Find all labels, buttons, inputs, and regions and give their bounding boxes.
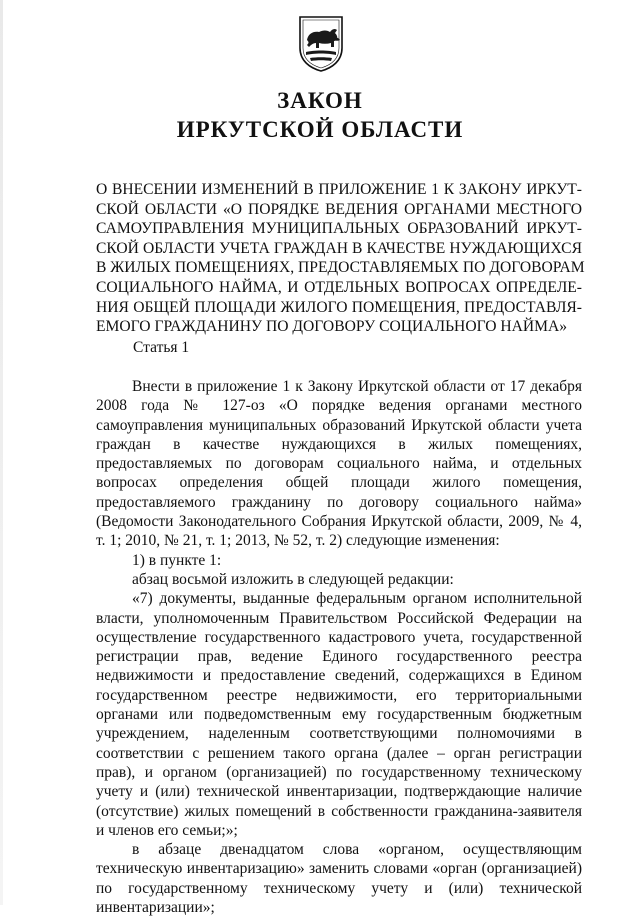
article-label: Статья 1 xyxy=(133,339,190,356)
heading-line: СОЦИАЛЬНОГО НАЙМА, И ОТДЕЛЬНЫХ ВОПРОСАХ ОПРЕДЕЛЕ- xyxy=(96,278,582,296)
paragraph-point-1: 1) в пункте 1: xyxy=(132,551,222,569)
heading-line: ЕМОГО ГРАЖДАНИНУ ПО ДОГОВОРУ СОЦИАЛЬНОГО НАЙМА» xyxy=(96,318,568,336)
law-heading xyxy=(96,180,585,337)
law-title: ЗАКОН xyxy=(277,88,363,113)
heading-line: СКОЙ ОБЛАСТИ «О ПОРЯДКЕ ВЕДЕНИЯ ОРГАНАМИ МЕСТНОГО xyxy=(96,200,582,218)
paragraph-amendment-intro: Внести в приложение 1 к Закону Иркутской области от 17 декабря 2008 года № 127-оз «О порядке ведения органами местного самоуправления муниципальных образований Иркутской области учета граждан в качестве нуждающихся в жилых помещениях, предоставляемых по договорам социального найма, и отдельных вопросах определения общей площади жилого помещения, предоставляемого гражданину по договору социального найма» (Ведомости Законодательного Собрания Иркутской области, 2009, № 4, т. 1; 2010, № 21, т. 1; 2013, № 52, т. 2) следующие изменения: xyxy=(96,378,582,550)
heading-line: САМОУПРАВЛЕНИЯ МУНИЦИПАЛЬНЫХ ОБРАЗОВАНИЙ ИРКУТ- xyxy=(96,220,582,238)
paragraph-abzac-12: в абзаце двенадцатом слова «органом, осуществляющим техническую инвентаризацию» заменить словами «орган (организацией) по государственному техническому учету и (или) технической инвентаризации»; xyxy=(96,841,582,917)
heading-line: О ВНЕСЕНИИ ИЗМЕНЕНИЙ В ПРИЛОЖЕНИЕ 1 К ЗАКОНУ ИРКУТ- xyxy=(96,181,582,198)
article-body xyxy=(96,377,582,917)
law-region-title: ИРКУТСКОЙ ОБЛАСТИ xyxy=(176,117,464,142)
paragraph-abzac-8: абзац восьмой изложить в следующей редакции: xyxy=(132,570,454,588)
heading-line: СКОЙ ОБЛАСТИ УЧЕТА ГРАЖДАН В КАЧЕСТВЕ НУЖДАЮЩИХСЯ xyxy=(96,239,582,257)
paragraph-new-wording: «7) документы, выданные федеральным органом исполнительной власти, уполномоченным Правительством Российской Федерации на осуществление государственного кадастрового учета, государственной регистрации прав, ведение Единого государственного реестра недвижимости и предоставление сведений, содержащихся в Едином государственном реестре недвижимости, его территориальными органами или подведомственным ему государственным бюджетным учреждением, наделенным соответствующими полномочиями в соответствии с решением такого органа (далее – орган регистрации прав), и органом (организацией) по государственному техническому учету и (или) технической инвентаризации, подтверждающие наличие (отсутствие) жилых помещений в собственности гражданина-заявителя и членов его семьи;»; xyxy=(96,590,582,839)
heading-line: В ЖИЛЫХ ПОМЕЩЕНИЯХ, ПРЕДОСТАВЛЯЕМЫХ ПО ДОГОВОРАМ xyxy=(96,259,585,277)
heading-line: НИЯ ОБЩЕЙ ПЛОЩАДИ ЖИЛОГО ПОМЕЩЕНИЯ, ПРЕДОСТАВЛЯ- xyxy=(96,298,582,316)
coat-of-arms-icon xyxy=(296,14,346,72)
